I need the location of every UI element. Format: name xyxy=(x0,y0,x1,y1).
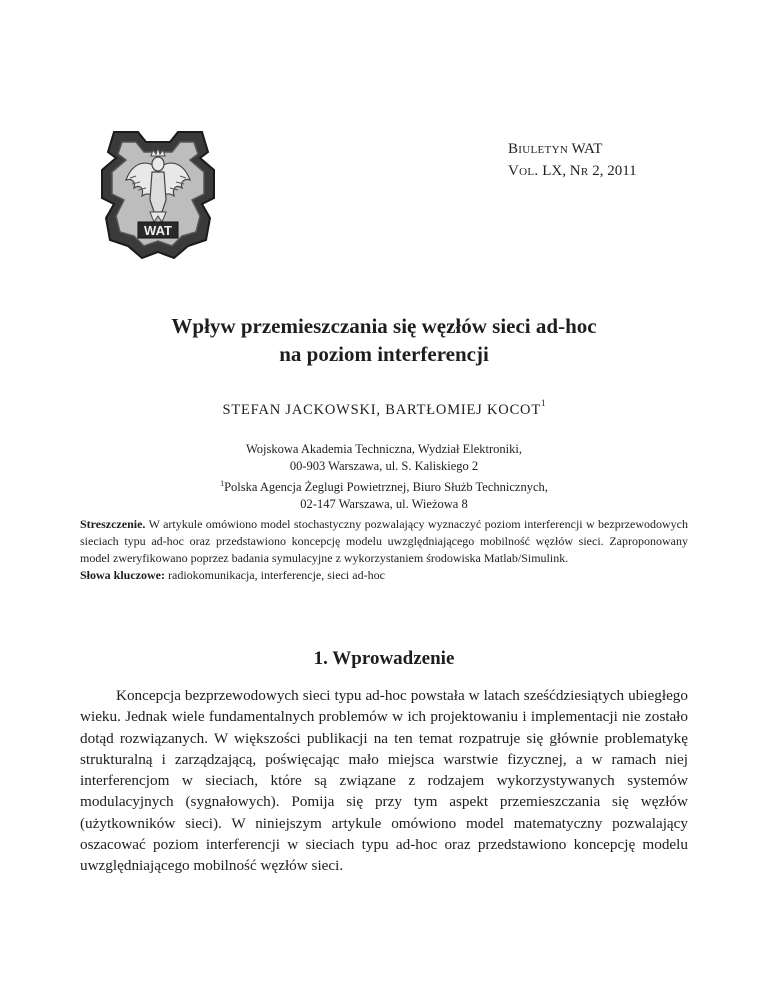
section-heading: 1. Wprowadzenie xyxy=(313,648,455,669)
logo-text: WAT xyxy=(144,223,172,238)
abstract xyxy=(80,516,688,584)
keywords: Słowa kluczowe: radiokomunikacja, interferencje, sieci ad-hoc xyxy=(80,568,385,582)
journal-name: Biuletyn WAT xyxy=(508,141,603,157)
author-names: STEFAN JACKOWSKI, BARTŁOMIEJ KOCOT xyxy=(222,401,541,418)
journal-header xyxy=(508,138,637,182)
wat-emblem-logo xyxy=(96,128,220,262)
section-body xyxy=(80,685,688,877)
paper-title xyxy=(0,312,768,368)
body-paragraph: Koncepcja bezprzewodowych sieci typu ad-hoc powstała w latach sześćdziesiątych ubiegłego wieku. Jednak wiele fundamentalnych problemów w ich projektowaniu i implementacji nie zostało dotąd rozwiązanych. W większości publikacji na ten temat rozpatruje się głównie problematykę strukturalną i zarządzającą, poświęcając mało miejsca warstwie fizycznej, a w ramach niej interferencjom w sieciach, które są związane z rodzajem wykorzystywanych systemów modulacyjnych (sygnałowych). Pomija się przy tym aspekt przemieszczania się węzłów (użytkowników sieci). W niniejszym artykule omówiono model matematyczny pozwalający oszacować poziom interferencji w sieciach typu ad-hoc oraz przedstawiono koncepcję modelu uwzględniającego mobilność węzłów sieci. xyxy=(80,687,688,875)
title-line-1: Wpływ przemieszczania się węzłów sieci ad-hoc xyxy=(171,314,597,338)
affiliation-line: 02-147 Warszawa, ul. Wieżowa 8 xyxy=(300,497,468,512)
affiliations xyxy=(0,441,768,513)
authors xyxy=(0,400,768,419)
abstract-text: Streszczenie. W artykule omówiono model stochastyczny pozwalający wyznaczyć poziom interferencji w bezprzewodowych sieciach typu ad-hoc oraz przedstawiono koncepcję modelu uwzględniającego mobilność węzłów sieci. Zaproponowany model zweryfikowano poprzez badania symulacyjne z wykorzystaniem środowiska Matlab/Simulink. xyxy=(80,517,688,565)
eagle-emblem-icon xyxy=(96,128,220,262)
affiliation-line: 00-903 Warszawa, ul. S. Kaliskiego 2 xyxy=(289,459,479,473)
affiliation-line: Wojskowa Akademia Techniczna, Wydział Elektroniki, xyxy=(246,442,522,456)
title-line-2: na poziom interferencji xyxy=(279,342,489,366)
journal-volume: Vol. LX, Nr 2, 2011 xyxy=(508,163,637,179)
affiliation-line: $^1$Polska Agencja Żeglugi Powietrznej, Biuro Służb Technicznych, xyxy=(220,479,548,495)
author-footnote-mark: 1 xyxy=(540,398,546,408)
